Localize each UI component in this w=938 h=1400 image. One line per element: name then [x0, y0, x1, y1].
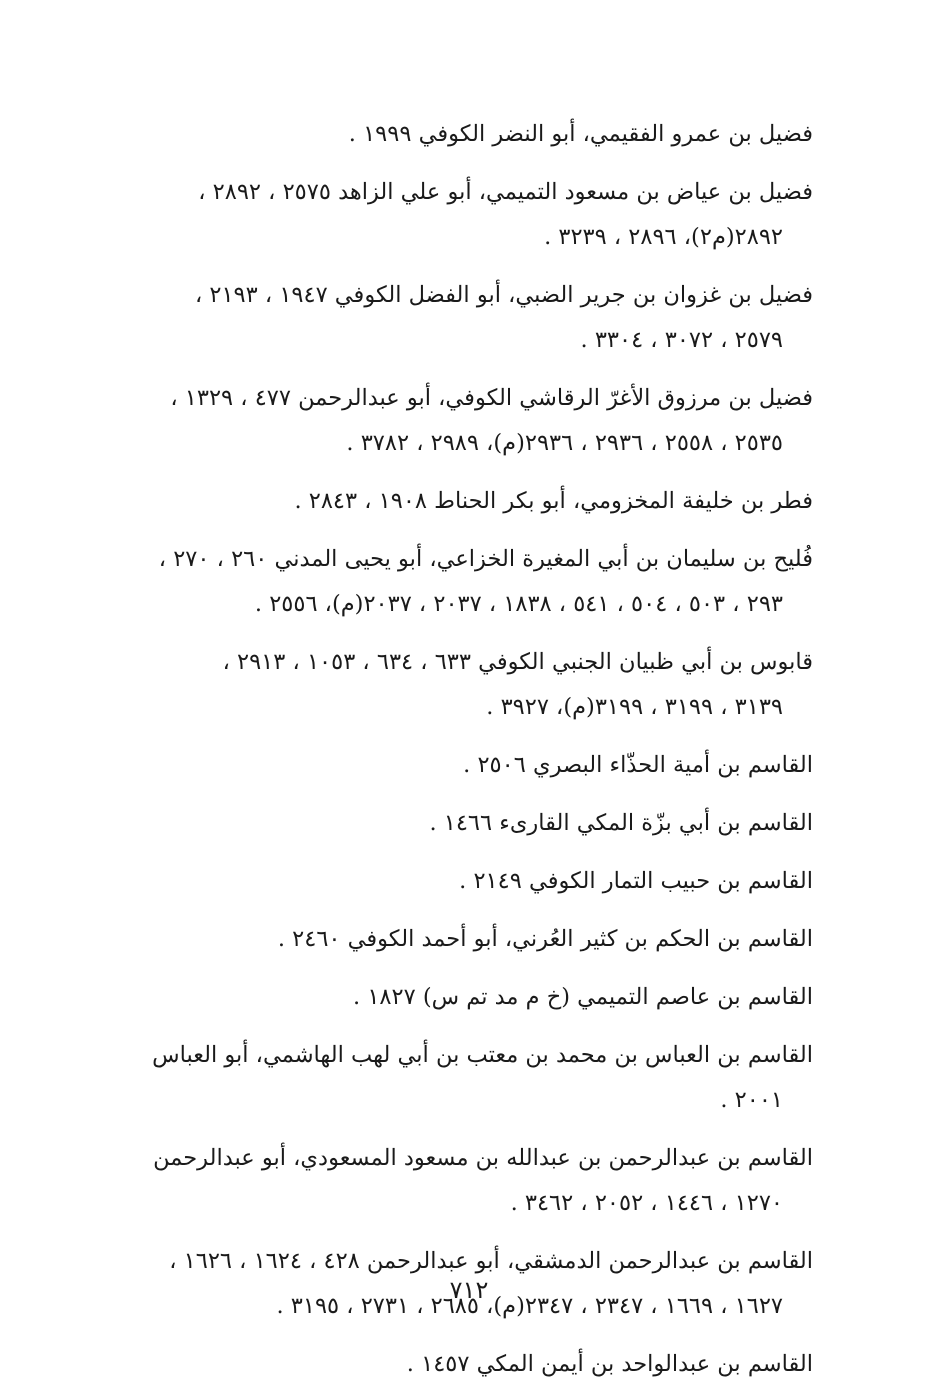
index-entry: القاسم بن الحكم بن كثير العُرني، أبو أحمد الكوفي ٢٤٦٠ . [277, 926, 813, 952]
index-entry: القاسم بن عبدالرحمن الدمشقي، أبو عبدالرحمن ٤٢٨ ، ١٦٢٤ ، ١٦٢٦ ، ١٦٢٧ ، ١٦٦٩ ، ٢٣٤٧ ، ٢٣٤٧(م)، ٢٦٨٥ ، ٢٧٣١ ، ٣١٩٥ . [169, 1248, 813, 1319]
index-entry: القاسم بن عبدالرحمن بن عبدالله بن مسعود المسعودي، أبو عبدالرحمن ١٢٧٠ ، ١٤٤٦ ، ٢٠٥٢ ، ٣٤٦٢ . [153, 1145, 813, 1216]
index-entry: القاسم بن عاصم التميمي (خ م مد تم س) ١٨٢٧ . [353, 984, 813, 1010]
index-entry: القاسم بن أبي بزّة المكي القارىء ١٤٦٦ . [429, 810, 813, 836]
index-entry: فطر بن خليفة المخزومي، أبو بكر الحناط ١٩٠٨ ، ٢٨٤٣ . [294, 488, 813, 514]
index-entry: القاسم بن أمية الحذّاء البصري ٢٥٠٦ . [463, 752, 813, 778]
index-entries [113, 112, 813, 1400]
index-entry: قابوس بن أبي ظبيان الجنبي الكوفي ٦٣٣ ، ٦٣٤ ، ١٠٥٣ ، ٢٩١٣ ، ٣١٣٩ ، ٣١٩٩ ، ٣١٩٩(م)، ٣٩٢٧ . [222, 649, 813, 720]
index-entry: القاسم بن العباس بن محمد بن معتب بن أبي لهب الهاشمي، أبو العباس ٢٠٠١ . [152, 1042, 813, 1113]
index-entry: فضيل بن مرزوق الأغرّ الرقاشي الكوفي، أبو عبدالرحمن ٤٧٧ ، ١٣٢٩ ، ٢٥٣٥ ، ٢٥٥٨ ، ٢٩٣٦ ، ٢٩٣٦(م)، ٢٩٨٩ ، ٣٧٨٢ . [170, 385, 813, 456]
page-number: ٧١٢ [449, 1276, 489, 1304]
index-entry: فضيل بن غزوان بن جرير الضبي، أبو الفضل الكوفي ١٩٤٧ ، ٢١٩٣ ، ٢٥٧٩ ، ٣٠٧٢ ، ٣٣٠٤ . [194, 282, 813, 353]
index-entry: فضيل بن عمرو الفقيمي، أبو النضر الكوفي ١٩٩٩ . [348, 121, 813, 147]
index-entry: فضيل بن عياض بن مسعود التميمي، أبو علي الزاهد ٢٥٧٥ ، ٢٨٩٢ ، ٢٨٩٢(م٢)، ٢٨٩٦ ، ٣٢٣٩ . [198, 179, 813, 250]
index-entry: القاسم بن حبيب التمار الكوفي ٢١٤٩ . [459, 868, 813, 894]
index-entry: القاسم بن عبدالواحد بن أيمن المكي ١٤٥٧ . [406, 1351, 813, 1377]
index-entry: فُليح بن سليمان بن أبي المغيرة الخزاعي، أبو يحيى المدني ٢٦٠ ، ٢٧٠ ، ٢٩٣ ، ٥٠٣ ، ٥٠٤ ، ٥٤١ ، ١٨٣٨ ، ٢٠٣٧ ، ٢٠٣٧(م)، ٢٥٥٦ . [158, 546, 813, 617]
